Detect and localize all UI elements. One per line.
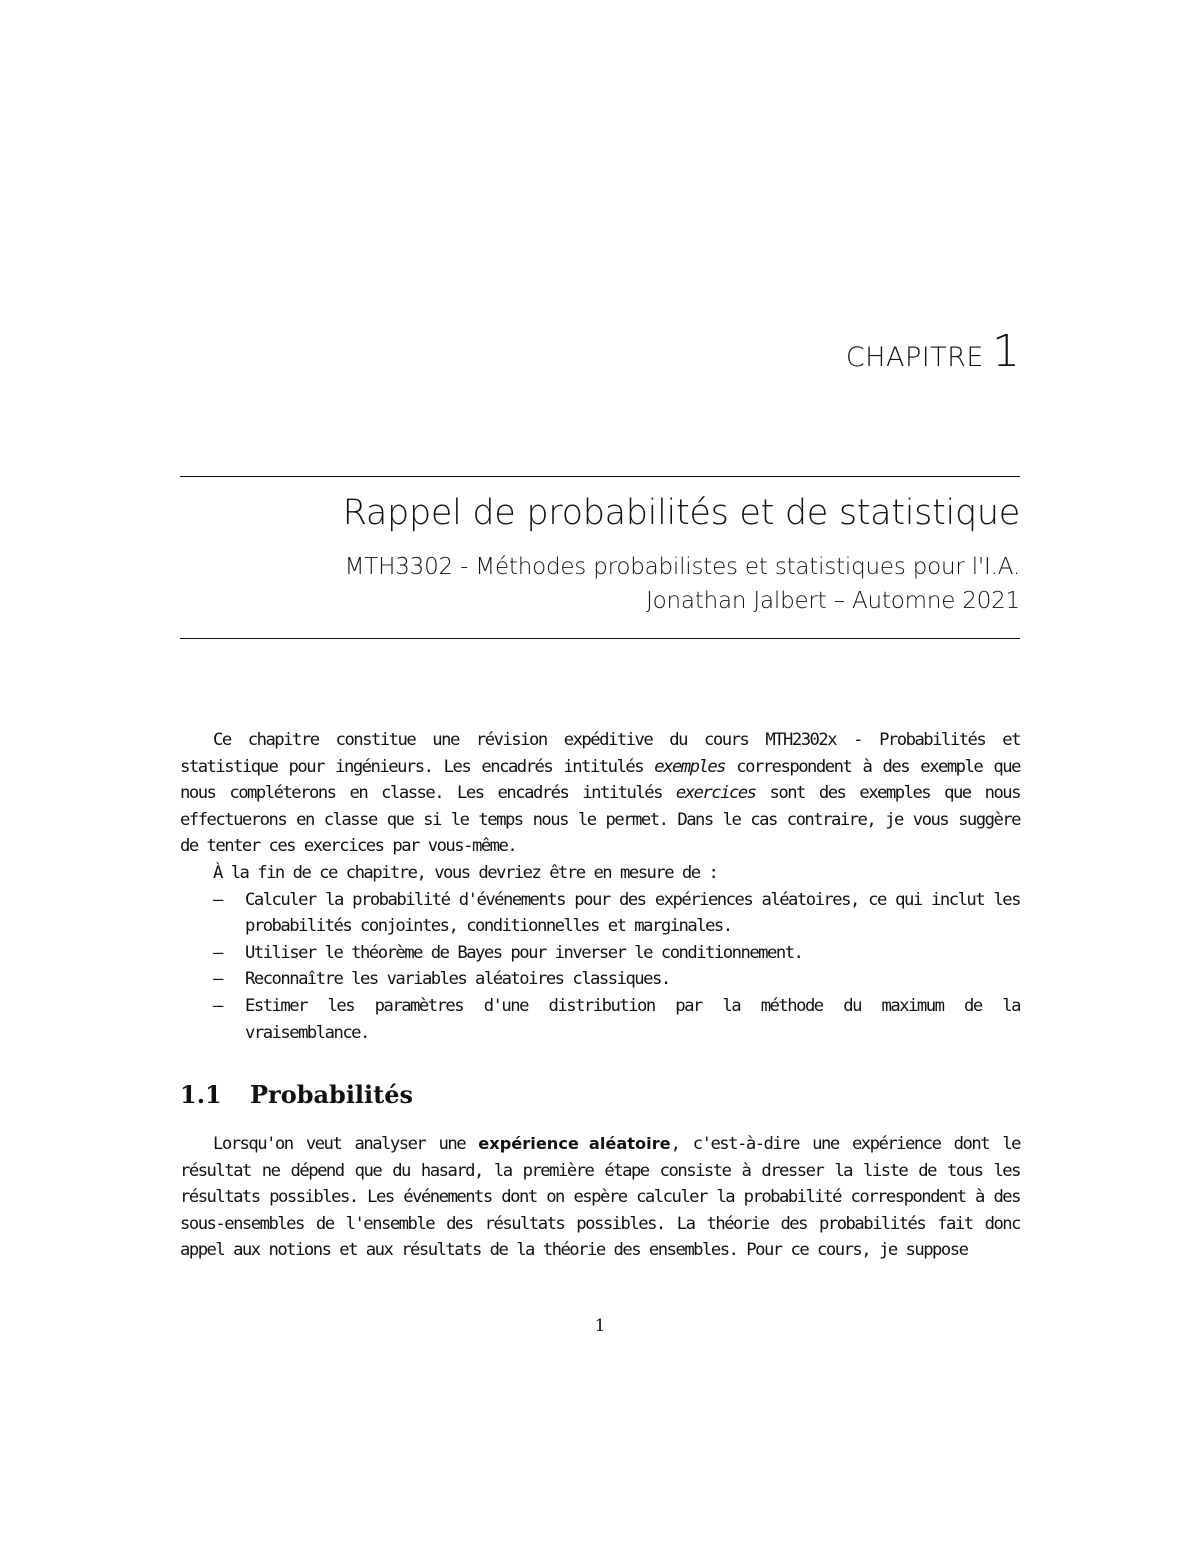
list-item [180, 966, 1020, 993]
list-dash: — [213, 889, 222, 910]
chapter-heading [846, 326, 1020, 377]
section-number: 1.1 [180, 1080, 222, 1109]
intro-emphasis-exercises: exercices [675, 783, 756, 804]
title-rule-bottom [180, 638, 1020, 639]
list-dash: — [213, 995, 222, 1016]
intro-text: sont des exemples que nous effectuerons en classe que si le temps nous le permet. Dans le cas contraire, je vous suggère de tenter ces exercices par vous-même. [180, 783, 1020, 857]
list-item-text: Utiliser le théorème de Bayes pour inverser le conditionnement. [245, 942, 803, 963]
page-number: 1 [594, 1316, 606, 1336]
section-body [180, 1131, 1020, 1264]
title-rule-top [180, 476, 1020, 477]
list-item-text: Reconnaître les variables aléatoires classiques. [245, 969, 670, 990]
section-paragraph [180, 1131, 1020, 1264]
list-item-text: Estimer les paramètres d'une distribution par la méthode du maximum de la vraisemblance. [245, 995, 1020, 1043]
section-heading [180, 1078, 413, 1112]
section-title: Probabilités [250, 1080, 414, 1109]
intro-text: correspondent à des exemple que nous compléterons en classe. Les encadrés intitulés [180, 756, 1020, 804]
intro-section [180, 727, 1020, 1046]
section-text: , c'est-à-dire une expérience dont le résultat ne dépend que du hasard, la première étape consiste à dresser la liste de tous les résultats possibles. Les événements dont on espère calculer la probabilité correspondent à des sous-ensembles de l'ensemble des résultats possibles. La théorie des probabilités fait donc appel aux notions et aux résultats de la théorie des ensembles. Pour ce cours, je suppose [180, 1134, 1020, 1261]
defined-term: expérience aléatoire [478, 1134, 671, 1153]
document-title: Rappel de probabilités et de statistique [342, 493, 1020, 533]
intro-paragraph [180, 727, 1020, 860]
list-item [180, 940, 1020, 967]
objectives-lead: À la fin de ce chapitre, vous devriez être en mesure de : [213, 862, 718, 883]
intro-emphasis-examples: exemples [654, 756, 726, 777]
course-line: MTH3302 - Méthodes probabilistes et statistiques pour l'I.A. [344, 554, 1020, 580]
objectives-list [180, 887, 1020, 1047]
section-text: Lorsqu'on veut analyser une [213, 1134, 479, 1154]
author-line: Jonathan Jalbert – Automne 2021 [646, 588, 1020, 614]
title-block [180, 488, 1020, 618]
intro-text: Ce chapitre constitue une révision expéditive du cours MTH2302x - Probabilités et statistique pour ingénieurs. Les encadrés intitulés [180, 730, 1020, 777]
list-item-text: Calculer la probabilité d'événements pour des expériences aléatoires, ce qui inclut les probabilités conjointes, conditionnelles et marginales. [245, 889, 1020, 937]
list-item [180, 887, 1020, 940]
list-item [180, 993, 1020, 1046]
list-dash: — [213, 942, 222, 963]
chapter-number: 1 [992, 326, 1020, 377]
chapter-label: CHAPITRE [845, 342, 984, 373]
list-dash: — [213, 969, 222, 990]
